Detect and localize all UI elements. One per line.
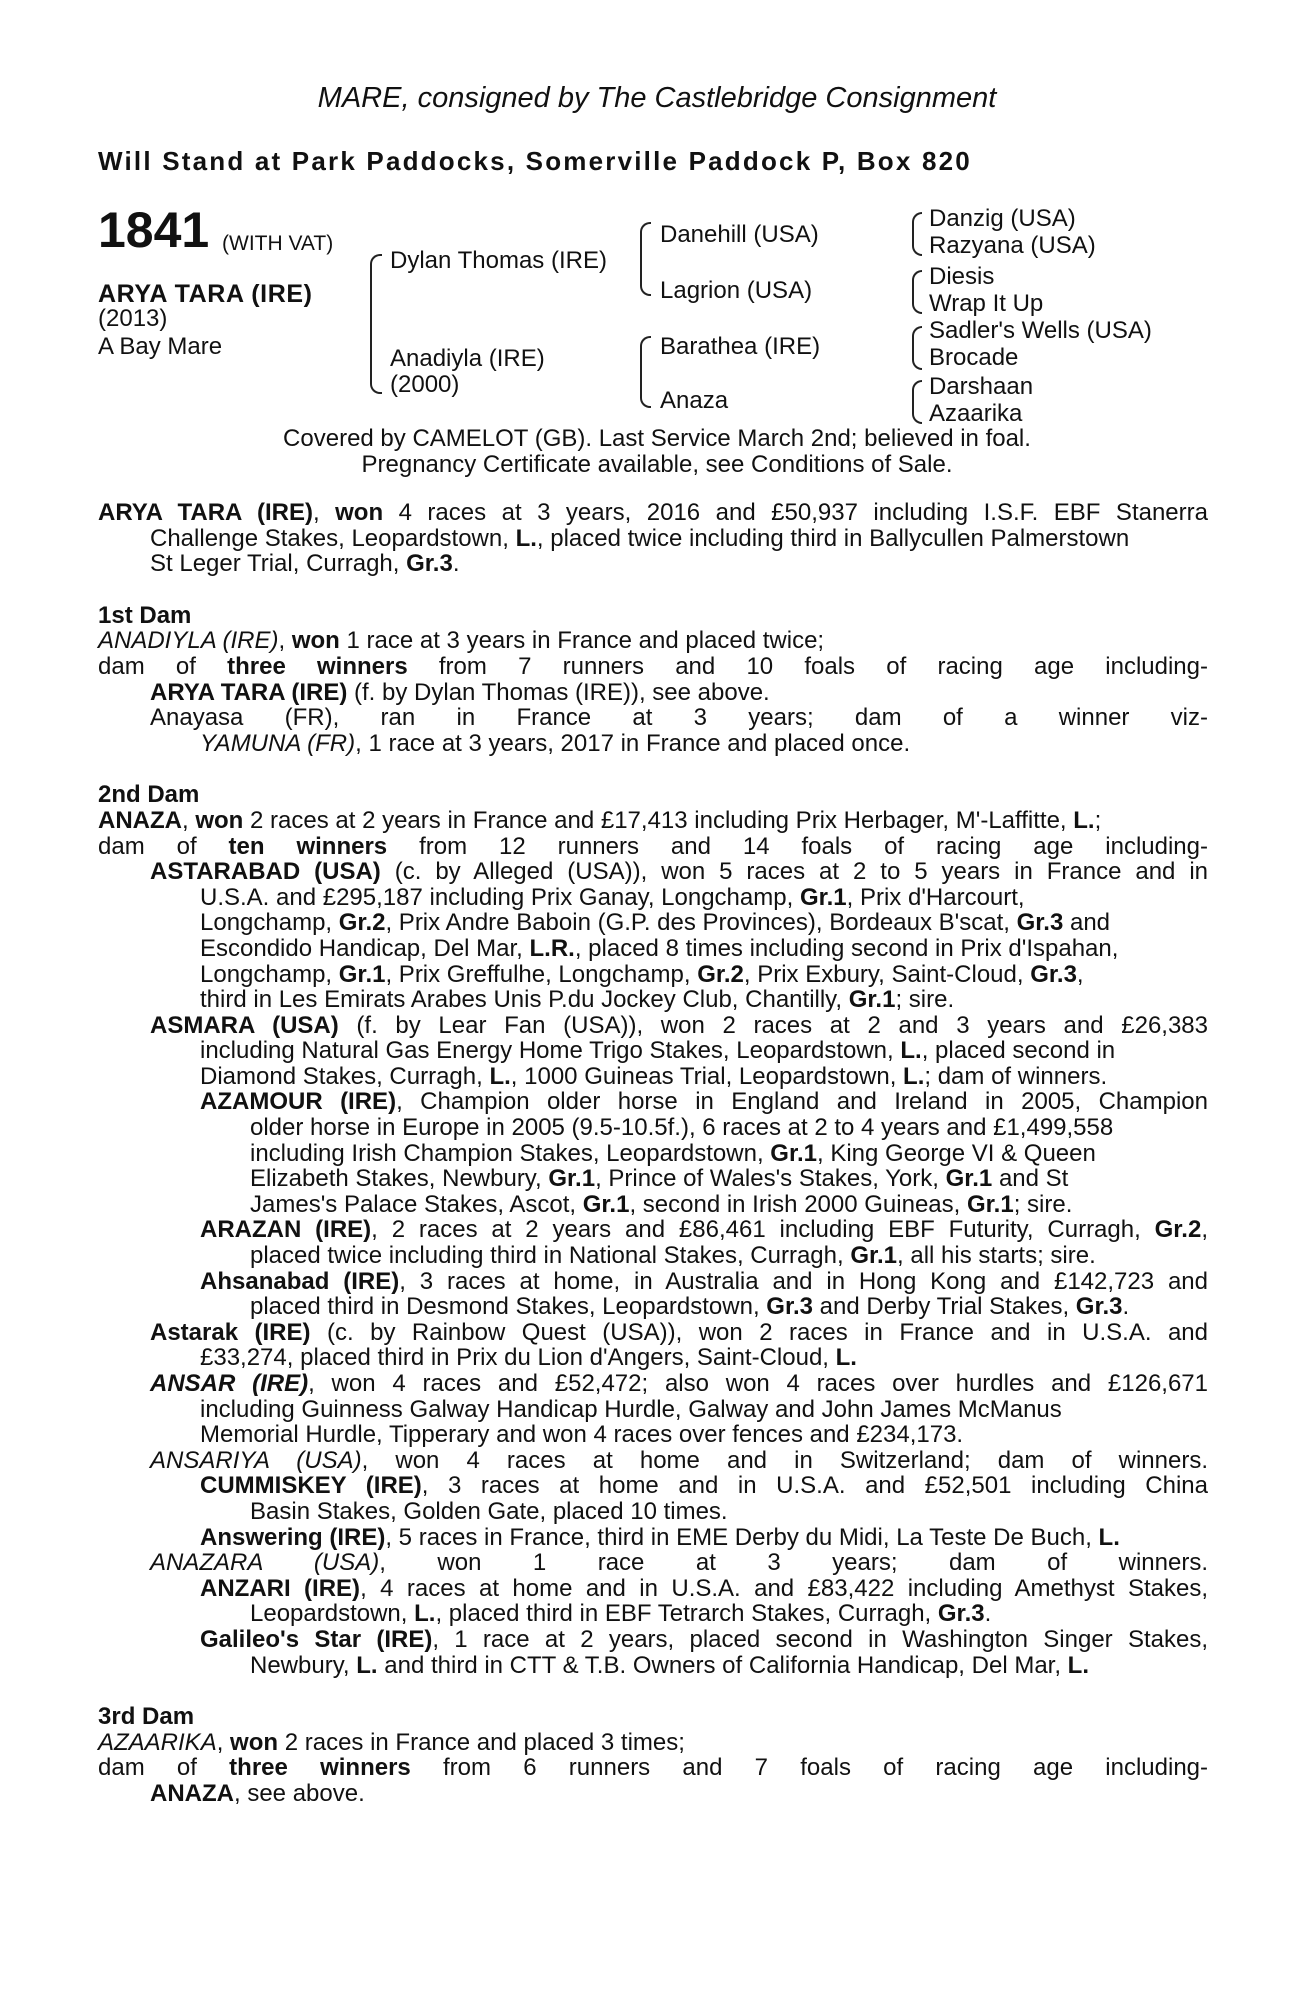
text-line bbox=[98, 1397, 1208, 1423]
text-run: third in Les Emirats Arabes Unis P.du Jockey Club, Chantilly, bbox=[200, 986, 849, 1014]
text-line bbox=[98, 910, 1208, 936]
text-run: . bbox=[452, 550, 460, 578]
pedigree-brace bbox=[640, 336, 651, 408]
text-run: U.S.A. and £295,187 including Prix Ganay, Longchamp, bbox=[200, 883, 800, 911]
pedigree-dam-dam: Anaza bbox=[660, 387, 729, 414]
bold-text: L.R. bbox=[529, 934, 575, 962]
text-run: , 1000 Guineas Trial, Leopardstown, bbox=[510, 1062, 904, 1090]
bold-text: L. bbox=[1067, 1651, 1089, 1679]
text-run: Memorial Hurdle, Tipperary and won 4 races over fences and £234,173. bbox=[200, 1421, 964, 1449]
text-run: , Champion older horse in England and Ireland in 2005, Champion bbox=[396, 1088, 1208, 1116]
section-0 bbox=[98, 500, 1208, 577]
bold-text: Gr.1 bbox=[582, 1190, 630, 1218]
bold-text: Gr.3 bbox=[937, 1600, 985, 1628]
text-run: , bbox=[1201, 1216, 1208, 1244]
text-run: , placed twice including third in Ballycullen Palmerstown bbox=[536, 524, 1130, 552]
pedigree-brace bbox=[640, 222, 651, 296]
text-run: (f. by Dylan Thomas (IRE)), see above. bbox=[347, 678, 770, 706]
text-line bbox=[98, 1089, 1208, 1115]
bold-text: Gr.3 bbox=[1030, 960, 1077, 988]
text-run: . bbox=[1122, 1293, 1130, 1321]
text-run: placed twice including third in National Stakes, Curragh, bbox=[250, 1242, 851, 1270]
text-line bbox=[98, 1781, 1208, 1807]
bold-text: Ahsanabad (IRE) bbox=[200, 1267, 400, 1295]
text-run: £33,274, placed third in Prix du Lion d'Angers, Saint-Cloud, bbox=[200, 1344, 836, 1372]
text-line bbox=[98, 1755, 1208, 1781]
text-line bbox=[98, 1345, 1208, 1371]
text-line bbox=[98, 962, 1208, 988]
italic-text: AZAARIKA bbox=[98, 1728, 217, 1756]
text-line bbox=[98, 885, 1208, 911]
bold-text: L. bbox=[414, 1600, 436, 1628]
text-run: 2 races at 2 years in France and £17,413 including Prix Herbager, M'-Laffitte, bbox=[243, 806, 1074, 834]
text-run: , Prix Greffulhe, Longchamp, bbox=[385, 960, 698, 988]
pedigree-brace bbox=[912, 326, 922, 370]
vat-note: (WITH VAT) bbox=[222, 232, 334, 255]
text-line bbox=[98, 1141, 1208, 1167]
italic-text: ANADIYLA (IRE) bbox=[98, 627, 279, 655]
text-run: ; sire. bbox=[895, 986, 955, 1014]
text-run: ; dam of winners. bbox=[924, 1062, 1108, 1090]
bold-text: L. bbox=[515, 524, 537, 552]
bold-text: Gr.1 bbox=[548, 1165, 596, 1193]
section-2 bbox=[98, 782, 1208, 1678]
text-line bbox=[98, 1601, 1208, 1627]
bold-text: Gr.3 bbox=[1075, 1293, 1123, 1321]
text-run: Newbury, bbox=[250, 1651, 357, 1679]
text-line bbox=[98, 654, 1208, 680]
text-run: , placed 8 times including second in Prix d'Ispahan, bbox=[574, 934, 1119, 962]
text-line bbox=[98, 1192, 1208, 1218]
text-run: , 4 races at home and in U.S.A. and £83,422 including Amethyst Stakes, bbox=[360, 1574, 1208, 1602]
bold-text: ARAZAN (IRE) bbox=[200, 1216, 372, 1244]
text-run: (c. by Rainbow Quest (USA)), won 2 races in France and in U.S.A. and bbox=[310, 1318, 1208, 1346]
text-run: . bbox=[984, 1600, 992, 1628]
text-run: , 5 races in France, third in EME Derby du Midi, La Teste De Buch, bbox=[385, 1523, 1099, 1551]
text-line bbox=[98, 1627, 1208, 1653]
text-run: 2 races in France and placed 3 times; bbox=[278, 1728, 685, 1756]
bold-text: Gr.3 bbox=[766, 1293, 813, 1321]
text-run: , 1 race at 3 years, 2017 in France and placed once. bbox=[355, 729, 911, 757]
bold-text: three winners bbox=[227, 652, 408, 680]
text-run: from 6 runners and 7 foals of racing age including- bbox=[410, 1754, 1209, 1782]
bold-text: Galileo's Star (IRE) bbox=[200, 1625, 433, 1653]
bold-text: Gr.2 bbox=[338, 909, 386, 937]
horse-name: ARYA TARA (IRE) bbox=[98, 280, 313, 308]
section-1 bbox=[98, 603, 1208, 757]
text-line bbox=[98, 1448, 1208, 1474]
horse-description: A Bay Mare bbox=[98, 333, 223, 360]
bold-text: L. bbox=[835, 1344, 857, 1372]
pedigree-sire: Dylan Thomas (IRE) bbox=[390, 247, 607, 274]
text-run: , Prince of Wales's Stakes, York, bbox=[595, 1165, 946, 1193]
pedigree-brace bbox=[912, 212, 922, 256]
pedigree-dam: Anadiyla (IRE) bbox=[390, 345, 545, 372]
text-run: St Leger Trial, Curragh, bbox=[150, 550, 407, 578]
text-line bbox=[98, 987, 1208, 1013]
text-run: , second in Irish 2000 Guineas, bbox=[629, 1190, 967, 1218]
text-run: , won 4 races at home and in Switzerland; dam of winners. bbox=[361, 1446, 1208, 1474]
pedigree-sire-sire: Danehill (USA) bbox=[660, 221, 819, 248]
text-run: Longchamp, bbox=[200, 960, 339, 988]
bold-text: L. bbox=[356, 1651, 378, 1679]
text-run: , see above. bbox=[234, 1779, 365, 1807]
text-line bbox=[98, 1013, 1208, 1039]
text-line bbox=[98, 1320, 1208, 1346]
text-run: , 2 races at 2 years and £86,461 including EBF Futurity, Curragh, bbox=[371, 1216, 1155, 1244]
text-run: ; bbox=[1094, 806, 1102, 834]
bold-text: L. bbox=[489, 1062, 511, 1090]
text-run: , 3 races at home and in U.S.A. and £52,501 including China bbox=[421, 1472, 1208, 1500]
text-run: dam of bbox=[98, 1754, 230, 1782]
pedigree-dss: Sadler's Wells (USA) bbox=[929, 317, 1152, 344]
text-run: , bbox=[1076, 960, 1084, 988]
text-line bbox=[98, 526, 1208, 552]
text-run: , bbox=[278, 627, 292, 655]
text-line bbox=[98, 1653, 1208, 1679]
text-line bbox=[98, 1269, 1208, 1295]
text-line bbox=[98, 1038, 1208, 1064]
pedigree-ssd: Razyana (USA) bbox=[929, 232, 1096, 259]
text-run: , placed third in EBF Tetrarch Stakes, Curragh, bbox=[435, 1600, 938, 1628]
pedigree-dam-year: (2000) bbox=[390, 371, 460, 398]
bold-text: L. bbox=[1098, 1523, 1120, 1551]
text-line bbox=[98, 936, 1208, 962]
bold-text: ASMARA (USA) bbox=[150, 1011, 339, 1039]
stand-location: Will Stand at Park Paddocks, Somerville Paddock P, Box 820 bbox=[98, 146, 972, 176]
bold-text: Answering (IRE) bbox=[200, 1523, 386, 1551]
pedigree-sdd: Wrap It Up bbox=[929, 290, 1044, 317]
text-run: , Prix Andre Baboin (G.P. des Provinces), Bordeaux B'scat, bbox=[385, 909, 1017, 937]
bold-text: L. bbox=[900, 1037, 922, 1065]
pedigree-brace bbox=[370, 254, 382, 394]
pedigree-brace bbox=[912, 270, 922, 314]
lot-number: 1841 bbox=[98, 202, 210, 258]
pedigree-sss: Danzig (USA) bbox=[929, 205, 1076, 232]
text-run: James's Palace Stakes, Ascot, bbox=[250, 1190, 583, 1218]
consignor-title: MARE, consigned by The Castlebridge Consignment bbox=[317, 82, 997, 114]
bold-text: ANSAR (IRE) bbox=[150, 1370, 309, 1397]
text-line bbox=[98, 1730, 1208, 1756]
text-line bbox=[98, 1243, 1208, 1269]
text-run: , won 4 races and £52,472; also won 4 races over hurdles and £126,671 bbox=[308, 1370, 1209, 1397]
text-line bbox=[98, 1166, 1208, 1192]
bold-text: Gr.1 bbox=[799, 883, 847, 911]
text-run: (c. by Alleged (USA)), won 5 races at 2 to 5 years in France and in bbox=[380, 858, 1209, 886]
section-heading: 1st Dam bbox=[98, 601, 192, 629]
text-line bbox=[98, 1115, 1208, 1141]
text-run: and St bbox=[992, 1165, 1069, 1193]
bold-text: L. bbox=[1073, 806, 1095, 834]
text-run: dam of bbox=[98, 652, 228, 680]
text-line bbox=[98, 1525, 1208, 1551]
text-run: and Derby Trial Stakes, bbox=[813, 1293, 1076, 1321]
pedigree-ddd: Azaarika bbox=[929, 400, 1023, 427]
text-line bbox=[98, 1371, 1208, 1397]
text-line bbox=[98, 1422, 1208, 1448]
text-run: Escondido Handicap, Del Mar, bbox=[200, 934, 530, 962]
text-run: 4 races at 3 years, 2016 and £50,937 including I.S.F. EBF Stanerra bbox=[383, 499, 1208, 526]
pedigree-sds: Diesis bbox=[929, 263, 995, 290]
text-run: including Irish Champion Stakes, Leopardstown, bbox=[250, 1139, 771, 1167]
bold-text: Gr.3 bbox=[1016, 909, 1064, 937]
text-run: ; sire. bbox=[1013, 1190, 1073, 1218]
text-run: 1 race at 3 years in France and placed twice; bbox=[339, 627, 825, 655]
text-line bbox=[98, 1550, 1208, 1576]
bold-text: L. bbox=[903, 1062, 925, 1090]
text-run: Leopardstown, bbox=[250, 1600, 415, 1628]
bold-text: won bbox=[291, 627, 340, 655]
text-run: Diamond Stakes, Curragh, bbox=[200, 1062, 490, 1090]
text-line bbox=[98, 1064, 1208, 1090]
text-run: and bbox=[1063, 909, 1111, 937]
text-line bbox=[98, 551, 1208, 577]
text-run: , won 1 race at 3 years; dam of winners. bbox=[379, 1549, 1208, 1577]
bold-text: Gr.3 bbox=[406, 550, 453, 578]
bold-text: Gr.2 bbox=[697, 960, 744, 988]
bold-text: three winners bbox=[229, 1754, 411, 1782]
section-heading: 3rd Dam bbox=[98, 1703, 195, 1731]
text-line bbox=[98, 808, 1208, 834]
pedigree-dsd: Brocade bbox=[929, 344, 1019, 371]
text-line bbox=[98, 680, 1208, 706]
bold-text: AZAMOUR (IRE) bbox=[200, 1088, 397, 1116]
covered-note: Covered by CAMELOT (GB). Last Service March 2nd; believed in foal. bbox=[283, 425, 1031, 452]
text-line bbox=[98, 859, 1208, 885]
pedigree-brace bbox=[912, 380, 922, 424]
text-line bbox=[98, 500, 1208, 526]
text-line bbox=[98, 1294, 1208, 1320]
text-run: Longchamp, bbox=[200, 909, 339, 937]
bold-text: ANZARI (IRE) bbox=[200, 1574, 361, 1602]
section-3 bbox=[98, 1704, 1208, 1806]
text-line bbox=[98, 705, 1208, 731]
text-run: , Prix d'Harcourt, bbox=[846, 883, 1025, 911]
bold-text: Gr.1 bbox=[850, 1242, 898, 1270]
catalogue-body bbox=[98, 500, 1208, 1807]
text-line bbox=[98, 834, 1208, 860]
text-line bbox=[98, 628, 1208, 654]
text-run: Elizabeth Stakes, Newbury, bbox=[250, 1165, 549, 1193]
text-run: , Prix Exbury, Saint-Cloud, bbox=[743, 960, 1031, 988]
text-run: , placed second in bbox=[921, 1037, 1116, 1065]
bold-text: ARYA TARA (IRE) bbox=[150, 678, 348, 706]
text-line bbox=[98, 731, 1208, 757]
text-line bbox=[98, 1499, 1208, 1525]
italic-text: ANSARIYA (USA) bbox=[150, 1446, 362, 1474]
text-run: including Guinness Galway Handicap Hurdle, Galway and John James McManus bbox=[200, 1395, 1062, 1423]
text-run: Anayasa (FR), ran in France at 3 years; dam of a winner viz- bbox=[150, 704, 1208, 732]
text-line bbox=[98, 1473, 1208, 1499]
bold-text: ANAZA bbox=[98, 806, 182, 834]
text-run: placed third in Desmond Stakes, Leopardstown, bbox=[250, 1293, 767, 1321]
text-run: , 1 race at 2 years, placed second in Washington Singer Stakes, bbox=[432, 1625, 1208, 1653]
bold-text: won bbox=[230, 1728, 279, 1756]
bold-text: Gr.1 bbox=[945, 1165, 993, 1193]
pedigree-sire-dam: Lagrion (USA) bbox=[660, 277, 813, 304]
text-run: and third in CTT & T.B. Owners of California Handicap, Del Mar, bbox=[377, 1651, 1068, 1679]
text-line bbox=[98, 1217, 1208, 1243]
text-run: (f. by Lear Fan (USA)), won 2 races at 2 and 3 years and £26,383 bbox=[338, 1011, 1208, 1039]
text-run: , King George VI & Queen bbox=[817, 1139, 1096, 1167]
bold-text: Gr.1 bbox=[966, 1190, 1014, 1218]
text-run: , bbox=[216, 1728, 231, 1756]
bold-text: ANAZA bbox=[150, 1779, 234, 1807]
text-run: including Natural Gas Energy Home Trigo Stakes, Leopardstown, bbox=[200, 1037, 901, 1065]
text-run: , 3 races at home, in Australia and in Hong Kong and £142,723 and bbox=[399, 1267, 1209, 1295]
bold-text: Gr.2 bbox=[1154, 1216, 1202, 1244]
bold-text: Gr.1 bbox=[338, 960, 386, 988]
text-run: from 12 runners and 14 foals of racing age including- bbox=[387, 832, 1208, 860]
text-run: from 7 runners and 10 foals of racing age including- bbox=[407, 652, 1208, 680]
bold-text: won bbox=[335, 499, 384, 526]
bold-text: Gr.1 bbox=[848, 986, 896, 1014]
text-run: dam of bbox=[98, 832, 229, 860]
bold-text: Gr.1 bbox=[770, 1139, 817, 1167]
bold-text: CUMMISKEY (IRE) bbox=[200, 1472, 422, 1500]
bold-text: ten winners bbox=[228, 832, 388, 860]
bold-text: won bbox=[195, 806, 244, 834]
pedigree-dds: Darshaan bbox=[929, 373, 1034, 400]
text-run: , bbox=[312, 499, 336, 526]
text-line bbox=[98, 1576, 1208, 1602]
italic-text: YAMUNA (FR) bbox=[200, 729, 356, 757]
pregnancy-note: Pregnancy Certificate available, see Conditions of Sale. bbox=[361, 451, 953, 478]
bold-text: ARYA TARA (IRE) bbox=[98, 499, 313, 526]
bold-text: Astarak (IRE) bbox=[150, 1318, 311, 1346]
bold-text: ASTARABAD (USA) bbox=[150, 858, 381, 886]
text-run: Challenge Stakes, Leopardstown, bbox=[150, 524, 516, 552]
text-run: , all his starts; sire. bbox=[897, 1242, 1096, 1270]
italic-text: ANAZARA (USA) bbox=[150, 1549, 380, 1577]
section-heading: 2nd Dam bbox=[98, 781, 200, 809]
text-run: older horse in Europe in 2005 (9.5-10.5f.), 6 races at 2 to 4 years and £1,499,558 bbox=[250, 1114, 1114, 1142]
foaling-year: (2013) bbox=[98, 305, 168, 332]
text-run: Basin Stakes, Golden Gate, placed 10 times. bbox=[250, 1497, 728, 1525]
text-run: , bbox=[182, 806, 196, 834]
pedigree-dam-sire: Barathea (IRE) bbox=[660, 333, 821, 360]
